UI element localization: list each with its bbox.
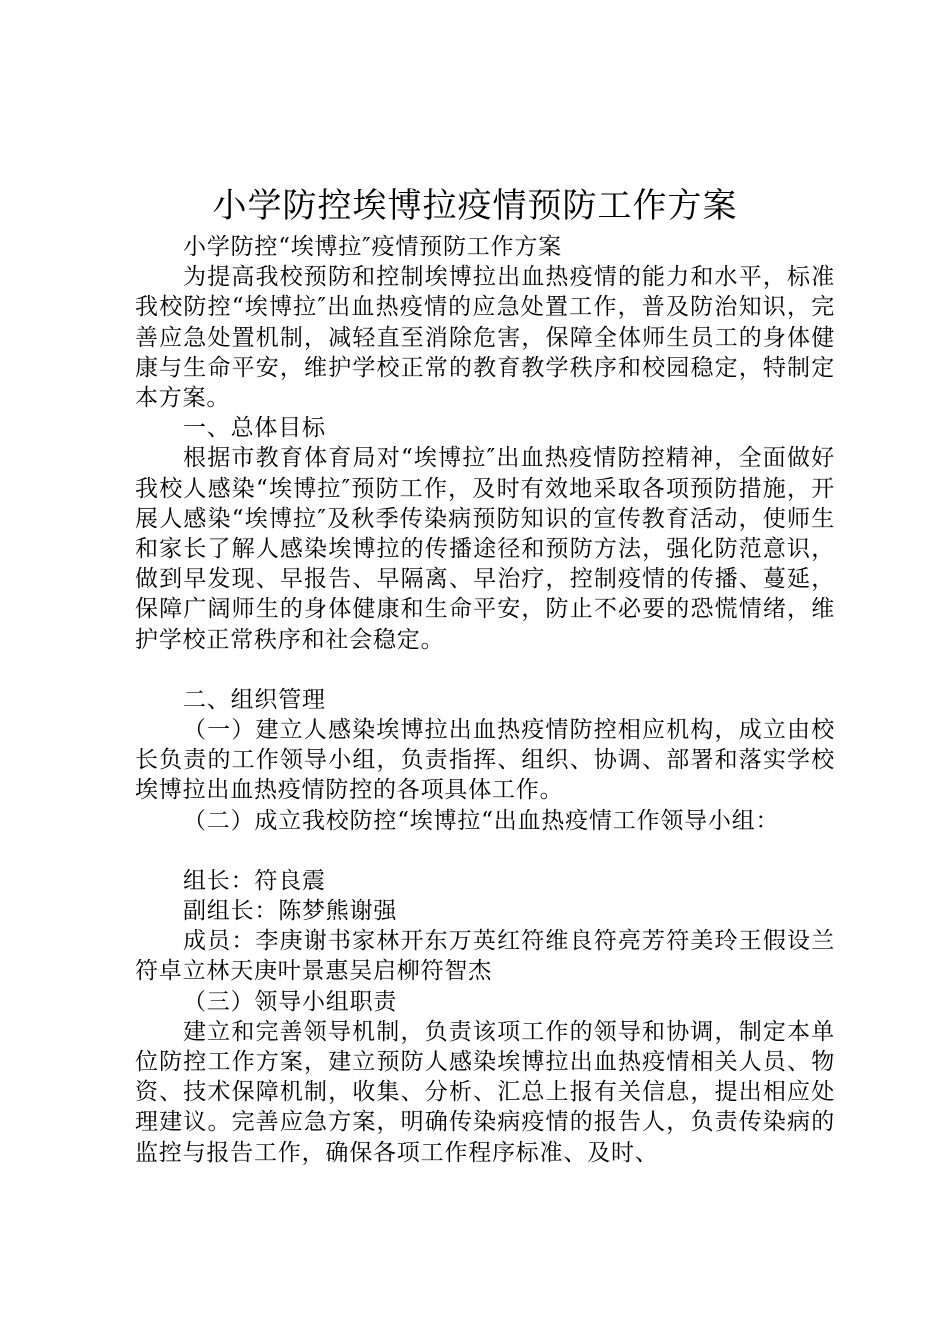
- goals-paragraph: 根据市教育体育局对“埃博拉″出血热疫情防控精神，全面做好我校人感染“埃博拉″预防工作，及时有效地采取各项预防措施，开展人感染“埃博拉″及秋季传染病预防知识的宣传教育活动，使师生和家长了解人感染埃博拉的传播途径和预防方法，强化防范意识，做到早发现、早报告、早隔离、早治疗，控制疫情的传播、蔓延，保障广阔师生的身体健康和生命平安，防止不必要的恐慌情绪，维护学校正常秩序和社会稳定。: [135, 445, 835, 653]
- group-members: 成员：李庚谢书家林开东万英红符维良符亮芳符美玲王假设兰符卓立林天庚叶景惠吴启柳符智杰: [135, 928, 835, 985]
- document-subtitle: 小学防控“埃博拉″疫情预防工作方案: [183, 234, 562, 260]
- organization-item-2: （二）成立我校防控“埃博拉“出血热疫情工作领导小组：: [183, 807, 780, 834]
- intro-paragraph: 为提高我校预防和控制埃博拉出血热疫情的能力和水平，标准我校防控“埃博拉″出血热疫情的应急处置工作，普及防治知识，完善应急处置机制，减轻直至消除危害，保障全体师生员工的身体健康与生命平安，维护学校正常的教育教学秩序和校园稳定，特制定本方案。: [135, 264, 835, 412]
- duties-paragraph: 建立和完善领导机制，负责该项工作的领导和协调，制定本单位防控工作方案，建立预防人感染埃博拉出血热疫情相关人员、物资、技术保障机制，收集、分析、汇总上报有关信息，提出相应处理建议。完善应急方案，明确传染病疫情的报告人，负责传染病的监控与报告工作，确保各项工作程序标准、及时、: [135, 1018, 835, 1166]
- group-leader: 组长：符良震: [183, 867, 326, 894]
- section-heading-organization: 二、组织管理: [183, 686, 326, 713]
- organization-item-3: （三）领导小组职责: [183, 988, 398, 1015]
- document-title: 小学防控埃博拉疫情预防工作方案: [212, 186, 738, 226]
- organization-item-1: （一）建立人感染埃博拉出血热疫情防控相应机构，成立由校长负责的工作领导小组，负责指挥、组织、协调、部署和落实学校埃博拉出血热疫情防控的各项具体工作。: [135, 717, 835, 804]
- document-body: [135, 232, 835, 1168]
- group-deputy-leader: 副组长：陈梦熊谢强: [183, 898, 398, 925]
- section-heading-goals: 一、总体目标: [183, 415, 326, 442]
